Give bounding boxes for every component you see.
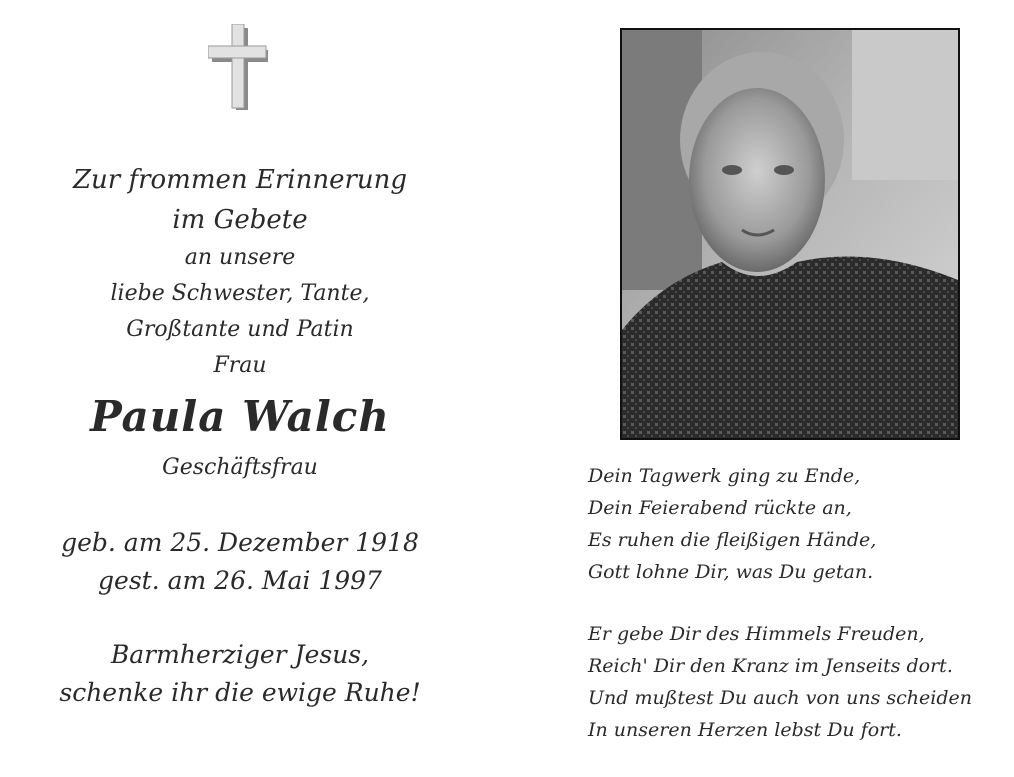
- portrait-image: [622, 30, 958, 438]
- prayer-line-1: Barmherziger Jesus,: [110, 640, 370, 669]
- heading-line-2: im Gebete: [172, 205, 308, 235]
- poem-line: Er gebe Dir des Himmels Freuden,: [588, 623, 925, 645]
- poem-line: Es ruhen die fleißigen Hände,: [588, 529, 877, 551]
- dedication-line-3: Großtante und Patin: [126, 317, 354, 342]
- portrait-photo: [620, 28, 960, 440]
- heading-line-1: Zur frommen Erinnerung: [72, 165, 408, 195]
- dedication-line-4: Frau: [213, 353, 267, 378]
- poem-line: Und mußtest Du auch von uns scheiden: [588, 687, 972, 709]
- poem-line: Reich' Dir den Kranz im Jenseits dort.: [588, 655, 953, 677]
- occupation: Geschäftsfrau: [162, 455, 318, 480]
- poem-line: Gott lohne Dir, was Du getan.: [588, 561, 874, 583]
- dedication-line-1: an unsere: [184, 245, 296, 270]
- death-date: gest. am 26. Mai 1997: [98, 566, 382, 595]
- dedication-line-2: liebe Schwester, Tante,: [110, 281, 370, 306]
- poem-line: Dein Feierabend rückte an,: [588, 497, 852, 519]
- memorial-text: [20, 160, 460, 712]
- poem: [588, 460, 1008, 746]
- cross-icon: [208, 24, 270, 112]
- birth-date: geb. am 25. Dezember 1918: [61, 528, 419, 557]
- poem-line: Dein Tagwerk ging zu Ende,: [588, 465, 861, 487]
- poem-line: In unseren Herzen lebst Du fort.: [588, 719, 902, 741]
- prayer-line-2: schenke ihr die ewige Ruhe!: [59, 678, 421, 707]
- deceased-name: Paula Walch: [90, 392, 390, 441]
